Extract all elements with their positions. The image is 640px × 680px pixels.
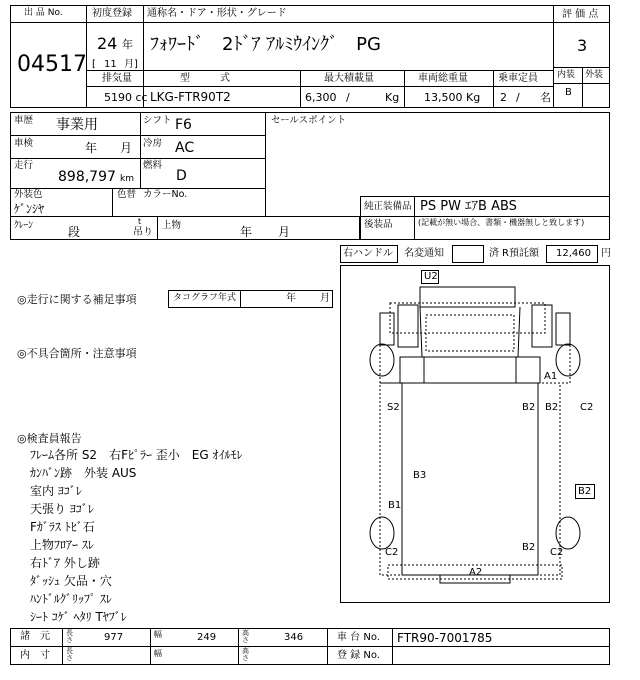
- score-label: 評 価 点: [562, 9, 599, 20]
- name-change-label: 名変通知: [404, 248, 444, 259]
- interior-label: 内装: [557, 70, 576, 80]
- divider: [553, 83, 610, 84]
- divider: [10, 22, 86, 23]
- reg-month-bracket-close: ]: [134, 59, 138, 70]
- max-load-value: 6,300: [305, 91, 337, 104]
- divider: [360, 216, 361, 240]
- aftermarket-note: (記載が無い場合、書類・機器無しと致します): [418, 218, 585, 227]
- gvw-value: 13,500 Kg: [424, 91, 481, 104]
- history-value: 事業用: [56, 117, 98, 133]
- inspector-line: ﾀﾞｯｼｭ 欠品・穴: [30, 574, 112, 588]
- color-no-label: カラーNo.: [143, 189, 188, 200]
- height-label: 高さ: [242, 629, 249, 644]
- fuel-value: D: [176, 168, 187, 184]
- divider: [112, 188, 113, 216]
- divider: [414, 196, 415, 240]
- ext-color-value: ｹﾞﾝｼﾔ: [14, 202, 45, 216]
- mileage-value: 898,797: [58, 169, 116, 185]
- mark-a2: A2: [469, 567, 483, 578]
- first-reg-label: 初度登録: [92, 8, 132, 19]
- height-value: 346: [284, 632, 304, 643]
- mark-a1: A1: [544, 371, 558, 382]
- inspection-label: 車検: [14, 138, 34, 149]
- inner-dims-label: 内 寸: [20, 650, 50, 661]
- ext-color-label: 外装色: [14, 189, 43, 200]
- divider: [10, 646, 610, 647]
- divider: [86, 22, 553, 23]
- supplement-heading: ◎走行に関する補足事項: [17, 293, 137, 306]
- body-label: 上物: [162, 220, 182, 231]
- inspection-month-unit: 月: [120, 141, 133, 155]
- equipment-value: PS PW ｴｱB ABS: [420, 199, 517, 214]
- dims-label: 諸 元: [20, 631, 50, 642]
- body-month-unit: 月: [278, 225, 291, 239]
- divider: [582, 67, 583, 108]
- divider: [553, 5, 554, 108]
- tacho-month-unit: 月: [320, 293, 330, 304]
- recycle-amount: 12,460: [556, 248, 591, 259]
- divider: [240, 290, 241, 308]
- divider: [62, 628, 63, 665]
- mark-c2-bottom: C2: [550, 547, 564, 558]
- reg-month-bracket-open: [: [92, 59, 96, 70]
- divider: [238, 628, 239, 665]
- inspector-line: 天張り ﾖｺﾞﾚ: [30, 502, 94, 516]
- defects-heading: ◎不具合箇所・注意事項: [17, 347, 137, 360]
- reg-month-unit: 月: [124, 59, 134, 70]
- mark-c2-left: C2: [385, 547, 399, 558]
- max-load-separator: /: [346, 91, 350, 104]
- inspector-line: Fｶﾞﾗｽ ﾄﾋﾞ石: [30, 520, 95, 534]
- mileage-unit: km: [120, 174, 134, 184]
- inspector-line: 室内 ﾖｺﾞﾚ: [30, 484, 82, 498]
- capacity-value: 2: [500, 91, 507, 104]
- recycle-unit: 円: [601, 248, 611, 259]
- mark-u2: U2: [424, 271, 438, 282]
- divider: [493, 70, 494, 108]
- sales-point-label: セールスポイント: [271, 115, 347, 126]
- score-value: 3: [577, 36, 588, 55]
- reg-year-unit: 年: [122, 38, 133, 51]
- inspector-heading: ◎検査員報告: [17, 432, 82, 445]
- crane-lift-unit: 吊り: [133, 227, 153, 238]
- tacho-year-unit: 年: [286, 293, 296, 304]
- divider: [143, 5, 144, 22]
- capacity-unit: 名: [540, 91, 551, 104]
- truck-outline-diagram: [340, 265, 610, 603]
- history-label: 車歴: [14, 115, 34, 126]
- divider: [10, 188, 265, 189]
- ac-label: 冷房: [143, 138, 163, 149]
- recycle-label: R預託額: [502, 248, 539, 259]
- divider: [86, 70, 553, 71]
- mark-s2: S2: [387, 402, 400, 413]
- mark-c2-top: C2: [580, 402, 594, 413]
- width-label: 幅: [154, 630, 162, 639]
- divider: [300, 70, 301, 108]
- divider: [392, 628, 393, 665]
- crane-label: ｸﾚｰﾝ: [14, 220, 34, 231]
- inner-width-label: 幅: [154, 649, 162, 658]
- body-year-unit: 年: [240, 225, 253, 239]
- gvw-label: 車両総重量: [418, 73, 468, 84]
- displacement-value: 5190 cc: [104, 91, 148, 104]
- model-code-label: 型 式: [180, 73, 230, 84]
- right-handle-text: 右ハンドル: [343, 248, 393, 259]
- name-label: 通称名・ドア・形状・グレード: [147, 8, 287, 19]
- crane-row: [10, 216, 360, 240]
- crane-ton-unit: t: [138, 217, 142, 226]
- inner-height-label: 高さ: [242, 647, 249, 662]
- ac-value: AC: [175, 140, 195, 156]
- shift-value: F6: [175, 117, 192, 133]
- divider: [553, 22, 610, 23]
- length-value: 977: [104, 632, 124, 643]
- aftermarket-label: 後装品: [364, 219, 393, 230]
- divider: [143, 22, 144, 70]
- exterior-label: 外装: [585, 70, 604, 80]
- fuel-label: 燃料: [143, 160, 163, 171]
- inspector-line: ｼｰﾄ ｺｹﾞ ﾍﾀﾘ Tﾔﾌﾞﾚ: [30, 610, 127, 624]
- inner-length-label: 長さ: [66, 647, 73, 662]
- divider: [265, 112, 266, 216]
- width-value: 249: [197, 632, 217, 643]
- inspector-line: 上物ﾌﾛｱｰ ｽﾚ: [30, 538, 94, 552]
- divider: [10, 135, 265, 136]
- tacho-label: タコグラフ年式: [173, 293, 237, 303]
- model-name: ﾌｫﾜｰﾄﾞ 2ﾄﾞｱ ｱﾙﾐｳｲﾝｸﾞ PG: [150, 34, 381, 55]
- capacity-label: 乗車定員: [498, 73, 538, 84]
- chassis-number: FTR90-7001785: [397, 631, 493, 645]
- interior-grade: B: [565, 87, 572, 98]
- reg-year: 24: [97, 34, 118, 53]
- divider: [86, 86, 553, 87]
- divider: [150, 628, 151, 665]
- model-code: LKG-FTR90T2: [150, 90, 231, 104]
- displacement-label: 排気量: [102, 73, 132, 84]
- registration-label: 登 録 No.: [337, 650, 380, 661]
- reg-month: 11: [104, 59, 117, 70]
- divider: [360, 196, 361, 216]
- crane-stages-unit: 段: [68, 225, 81, 239]
- divider: [10, 158, 265, 159]
- mark-b2-boxed: B2: [578, 486, 592, 497]
- lot-number: 04517: [17, 52, 87, 77]
- mark-b2-left: B2: [522, 402, 536, 413]
- divider: [327, 628, 328, 665]
- color-change-label: 色替: [117, 189, 137, 200]
- mark-b2-bottom: B2: [522, 542, 536, 553]
- capacity-separator: /: [516, 91, 520, 104]
- mark-b2-right: B2: [545, 402, 559, 413]
- lot-label: 出 品 No.: [24, 8, 63, 18]
- divider: [360, 196, 610, 197]
- length-label: 長さ: [66, 629, 73, 644]
- divider: [140, 112, 141, 188]
- max-load-unit: Kg: [385, 91, 400, 104]
- mark-b1: B1: [388, 500, 402, 511]
- max-load-label: 最大積載量: [324, 73, 374, 84]
- recycle-paid-mark: 済: [489, 248, 499, 259]
- name-change-box: [452, 245, 484, 263]
- inspection-year-unit: 年: [85, 141, 98, 155]
- mark-b3: B3: [413, 470, 427, 481]
- inspector-line: ﾊﾝﾄﾞﾙｸﾞﾘｯﾌﾟ ｽﾚ: [30, 592, 112, 606]
- equipment-label: 純正装備品: [364, 201, 412, 212]
- mileage-label: 走行: [14, 160, 34, 171]
- inspector-line: 右ﾄﾞｱ 外し跡: [30, 556, 100, 570]
- divider: [404, 70, 405, 108]
- inspector-line: ｶﾝﾊﾞﾝ跡 外装 AUS: [30, 466, 137, 480]
- inspector-line: ﾌﾚｰﾑ各所 S2 右Fﾋﾟﾗｰ 歪小 EG ｵｲﾙﾓﾚ: [30, 448, 243, 462]
- chassis-label: 車 台 No.: [337, 632, 380, 643]
- shift-label: シフト: [143, 115, 172, 126]
- divider: [157, 216, 158, 240]
